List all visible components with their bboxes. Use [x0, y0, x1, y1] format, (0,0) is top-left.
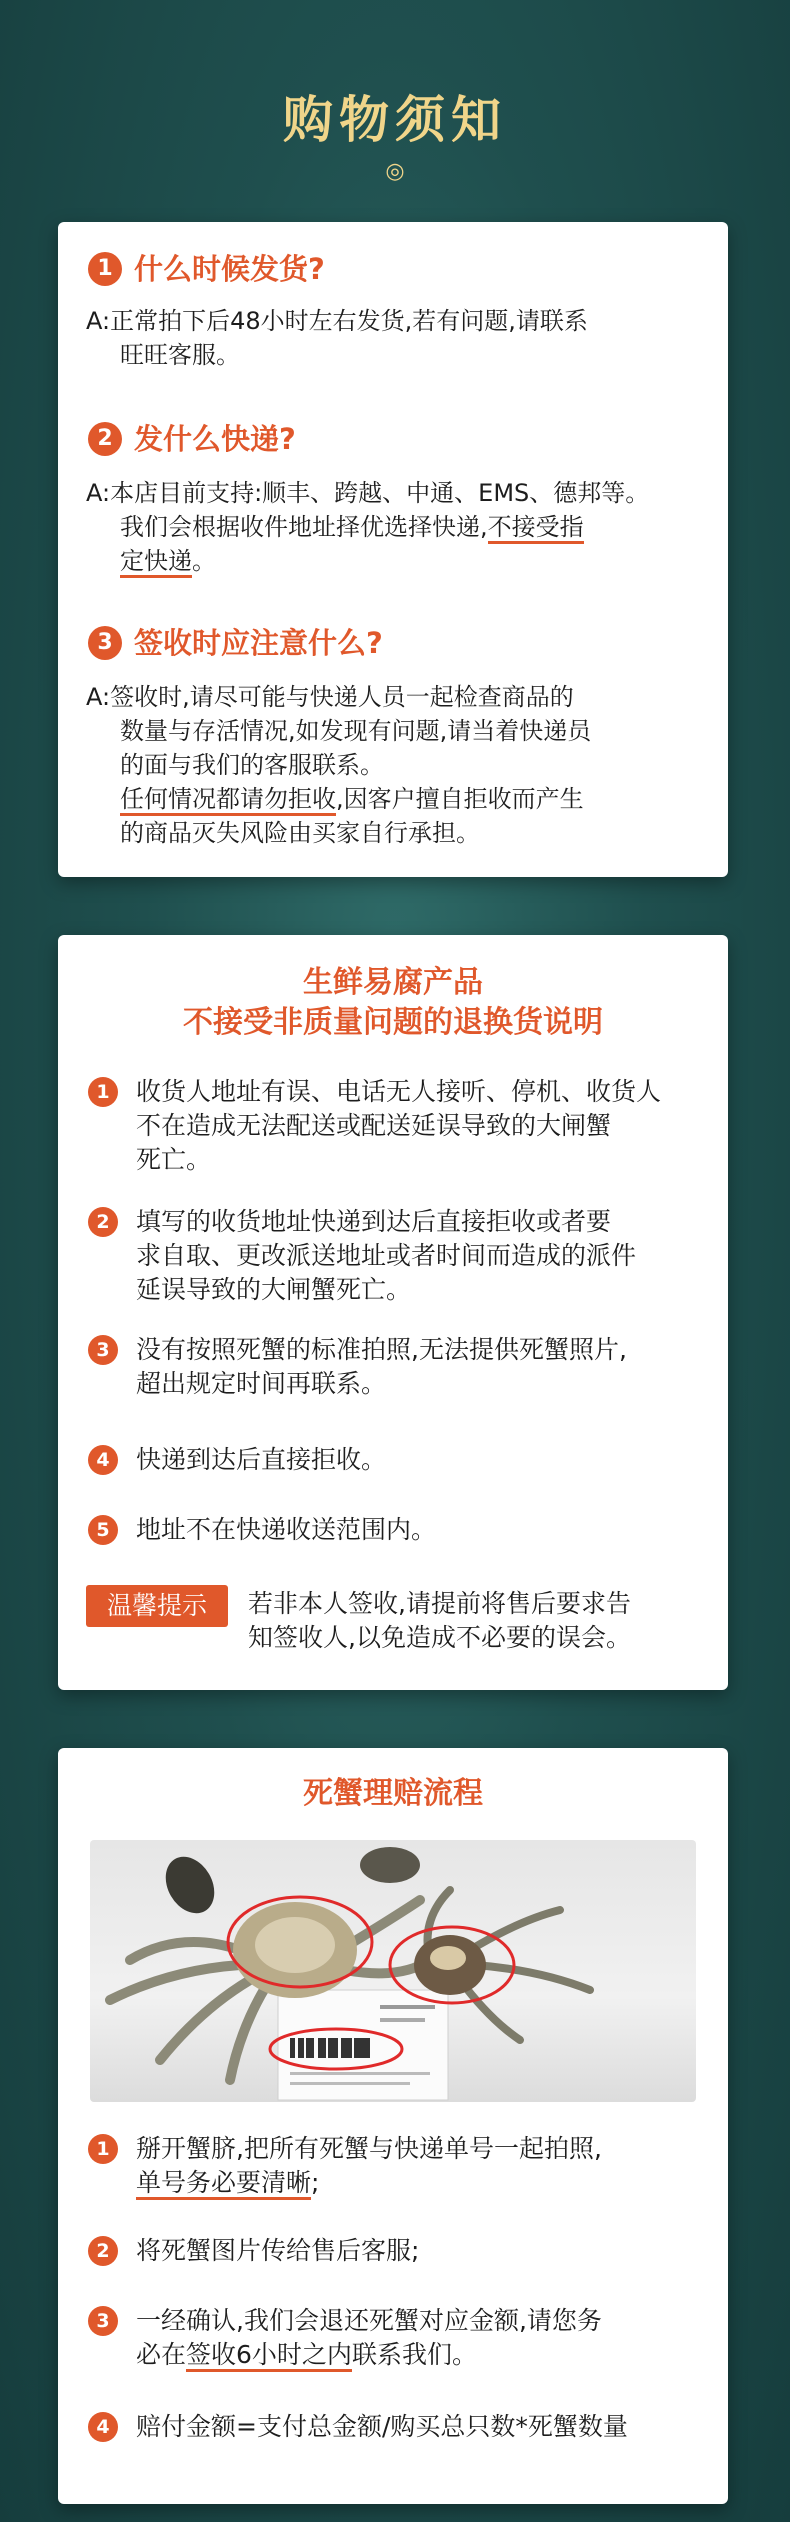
- faq-answer-line: [120, 510, 584, 544]
- return-heading-line2: 不接受非质量问题的退换货说明: [183, 1005, 603, 1040]
- claim-text: 联系我们。: [351, 2340, 477, 2369]
- return-item-line: 收货人地址有误、电话无人接听、停机、收货人: [136, 1077, 662, 1106]
- faq-answer-line: 数量与存活情况,如发现有问题,请当着快递员: [120, 717, 592, 745]
- return-item-line: 超出规定时间再联系。: [136, 1369, 387, 1398]
- dead-crab-photo: [90, 1840, 696, 2102]
- return-item-line: 死亡。: [136, 1145, 212, 1174]
- claim-step-line: 掰开蟹脐,把所有死蟹与快递单号一起拍照,: [136, 2134, 602, 2163]
- claim-heading: 死蟹理赔流程: [303, 1776, 483, 1811]
- faq-answer-line: 旺旺客服。: [120, 341, 240, 369]
- faq-question: 签收时应注意什么?: [134, 626, 383, 660]
- answer-text: 我们会根据收件地址择优选择快递,: [120, 513, 488, 541]
- claim-process-card: [58, 1748, 728, 2504]
- return-item-line: 没有按照死蟹的标准拍照,无法提供死蟹照片,: [136, 1335, 627, 1364]
- return-item-line: 地址不在快递收送范围内。: [136, 1515, 437, 1544]
- return-policy-card: [58, 935, 728, 1690]
- title-ornament-icon: ◎: [385, 159, 405, 184]
- tip-label-badge: 温馨提示: [86, 1585, 228, 1627]
- claim-step-line: [136, 2166, 319, 2200]
- answer-text: ,因客户擅自拒收而产生: [336, 785, 584, 813]
- claim-step-badge: 4: [88, 2412, 118, 2442]
- claim-highlight: 单号务必要清晰: [136, 2168, 311, 2200]
- faq-number-badge: 2: [88, 422, 122, 456]
- faq-question: 什么时候发货?: [134, 252, 325, 286]
- crab-illustration-icon: [90, 1840, 696, 2102]
- return-item-badge: 2: [88, 1207, 118, 1237]
- faq-number-badge: 3: [88, 626, 122, 660]
- return-item-badge: 3: [88, 1335, 118, 1365]
- faq-answer-line: A:签收时,请尽可能与快递人员一起检查商品的: [86, 683, 574, 711]
- faq-answer-line: 的面与我们的客服联系。: [120, 751, 384, 779]
- return-item-badge: 4: [88, 1445, 118, 1475]
- return-heading-line1: 生鲜易腐产品: [303, 965, 483, 1000]
- return-item-badge: 1: [88, 1077, 118, 1107]
- faq-answer-line: A:本店目前支持:顺丰、跨越、中通、EMS、德邦等。: [86, 479, 650, 507]
- tip-text-line: 知签收人,以免造成不必要的误会。: [248, 1623, 631, 1652]
- claim-step-line: 将死蟹图片传给售后客服;: [136, 2236, 420, 2265]
- answer-highlight: 不接受指: [488, 513, 584, 544]
- claim-step-badge: 1: [88, 2134, 118, 2164]
- return-item-line: 不在造成无法配送或配送延误导致的大闸蟹: [136, 1111, 612, 1140]
- return-item-badge: 5: [88, 1515, 118, 1545]
- claim-step-badge: 2: [88, 2236, 118, 2266]
- claim-highlight: 签收6小时之内: [186, 2340, 352, 2372]
- return-item-line: 填写的收货地址快递到达后直接拒收或者要: [136, 1207, 612, 1236]
- return-item-line: 求自取、更改派送地址或者时间而造成的派件: [136, 1241, 637, 1270]
- return-item-line: 快递到达后直接拒收。: [136, 1445, 387, 1474]
- faq-answer-line: 的商品灭失风险由买家自行承担。: [120, 819, 480, 847]
- faq-question: 发什么快递?: [134, 422, 296, 456]
- answer-highlight: 定快递: [120, 547, 192, 578]
- faq-card: [58, 222, 728, 877]
- claim-step-line: 赔付金额=支付总金额/购买总只数*死蟹数量: [136, 2412, 628, 2441]
- page-title: 购物须知: [283, 91, 507, 149]
- return-item-line: 延误导致的大闸蟹死亡。: [136, 1275, 412, 1304]
- claim-step-line: 一经确认,我们会退还死蟹对应金额,请您务: [136, 2306, 602, 2335]
- claim-step-badge: 3: [88, 2306, 118, 2336]
- answer-highlight: 任何情况都请勿拒收: [120, 785, 336, 816]
- claim-step-line: [136, 2338, 477, 2372]
- tip-text-line: 若非本人签收,请提前将售后要求告: [248, 1589, 631, 1618]
- claim-text: ;: [311, 2168, 320, 2197]
- claim-text: 必在: [136, 2340, 187, 2369]
- faq-answer-line: [120, 544, 216, 578]
- faq-number-badge: 1: [88, 252, 122, 286]
- answer-text: 。: [192, 547, 216, 575]
- faq-answer-line: [120, 782, 584, 816]
- faq-answer-line: A:正常拍下后48小时左右发货,若有问题,请联系: [86, 307, 588, 335]
